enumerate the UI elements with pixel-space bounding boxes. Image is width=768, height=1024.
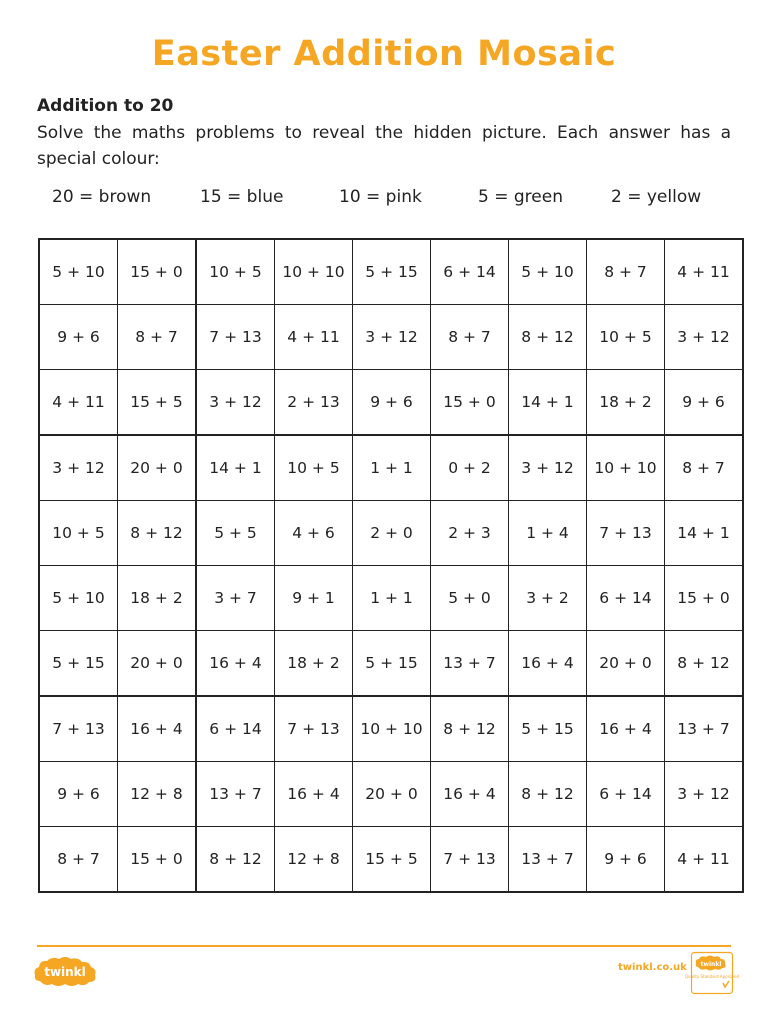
colour-key <box>37 187 731 213</box>
grid-cell: 10 + 5 <box>275 435 353 501</box>
grid-cell: 5 + 15 <box>353 239 431 305</box>
quality-badge <box>684 951 740 995</box>
grid-cell: 10 + 10 <box>587 435 665 501</box>
grid-row <box>39 631 743 697</box>
grid-cell: 16 + 4 <box>196 631 275 697</box>
grid-cell: 15 + 0 <box>431 370 509 436</box>
key-item-green: 5 = green <box>478 187 563 207</box>
grid-cell: 16 + 4 <box>118 696 197 762</box>
grid-cell: 8 + 7 <box>665 435 744 501</box>
grid-cell: 13 + 7 <box>509 827 587 893</box>
grid-cell: 4 + 11 <box>665 239 744 305</box>
grid-cell: 10 + 5 <box>196 239 275 305</box>
logo-text: twinkl <box>44 965 86 979</box>
grid-cell: 10 + 5 <box>587 305 665 370</box>
grid-cell: 8 + 12 <box>196 827 275 893</box>
grid-row <box>39 435 743 501</box>
instructions: Solve the maths problems to reveal the hidden picture. Each answer has a special colour: <box>37 123 731 169</box>
page-title: Easter Addition Mosaic <box>151 34 617 74</box>
grid-cell: 12 + 8 <box>118 762 197 827</box>
footer-divider <box>37 945 731 947</box>
grid-cell: 2 + 3 <box>431 501 509 566</box>
grid-cell: 9 + 6 <box>587 827 665 893</box>
mosaic-grid <box>38 238 744 893</box>
grid-cell: 9 + 6 <box>665 370 744 436</box>
grid-cell: 16 + 4 <box>587 696 665 762</box>
grid-cell: 5 + 10 <box>39 239 118 305</box>
grid-cell: 1 + 1 <box>353 435 431 501</box>
grid-cell: 6 + 14 <box>587 566 665 631</box>
grid-cell: 3 + 12 <box>196 370 275 436</box>
grid-cell: 9 + 1 <box>275 566 353 631</box>
grid-cell: 15 + 5 <box>118 370 197 436</box>
grid-cell: 3 + 12 <box>39 435 118 501</box>
grid-row <box>39 501 743 566</box>
grid-cell: 15 + 0 <box>118 239 197 305</box>
grid-cell: 2 + 13 <box>275 370 353 436</box>
grid-cell: 0 + 2 <box>431 435 509 501</box>
grid-cell: 7 + 13 <box>275 696 353 762</box>
grid-cell: 14 + 1 <box>665 501 744 566</box>
grid-cell: 13 + 7 <box>665 696 744 762</box>
grid-cell: 9 + 6 <box>39 305 118 370</box>
grid-cell: 14 + 1 <box>509 370 587 436</box>
grid-cell: 4 + 6 <box>275 501 353 566</box>
grid-cell: 12 + 8 <box>275 827 353 893</box>
grid-cell: 1 + 4 <box>509 501 587 566</box>
grid-cell: 5 + 5 <box>196 501 275 566</box>
badge-text: Quality Standard Approved <box>684 974 740 979</box>
grid-row <box>39 239 743 305</box>
grid-cell: 3 + 12 <box>353 305 431 370</box>
grid-cell: 2 + 0 <box>353 501 431 566</box>
grid-cell: 5 + 15 <box>353 631 431 697</box>
grid-cell: 8 + 12 <box>665 631 744 697</box>
grid-cell: 8 + 12 <box>118 501 197 566</box>
twinkl-logo <box>32 955 100 989</box>
grid-cell: 7 + 13 <box>39 696 118 762</box>
grid-cell: 6 + 14 <box>431 239 509 305</box>
grid-cell: 16 + 4 <box>431 762 509 827</box>
grid-cell: 16 + 4 <box>275 762 353 827</box>
grid-cell: 6 + 14 <box>196 696 275 762</box>
grid-cell: 8 + 7 <box>431 305 509 370</box>
grid-row <box>39 696 743 762</box>
grid-cell: 8 + 12 <box>509 305 587 370</box>
grid-cell: 16 + 4 <box>509 631 587 697</box>
grid-cell: 10 + 10 <box>353 696 431 762</box>
grid-cell: 15 + 5 <box>353 827 431 893</box>
grid-cell: 9 + 6 <box>39 762 118 827</box>
grid-cell: 10 + 5 <box>39 501 118 566</box>
subtitle: Addition to 20 <box>37 96 174 116</box>
key-item-brown: 20 = brown <box>52 187 152 207</box>
grid-cell: 8 + 7 <box>39 827 118 893</box>
grid-cell: 4 + 11 <box>39 370 118 436</box>
grid-cell: 5 + 10 <box>509 239 587 305</box>
grid-cell: 13 + 7 <box>196 762 275 827</box>
grid-cell: 20 + 0 <box>118 435 197 501</box>
grid-cell: 14 + 1 <box>196 435 275 501</box>
grid-row <box>39 305 743 370</box>
grid-cell: 5 + 10 <box>39 566 118 631</box>
grid-cell: 9 + 6 <box>353 370 431 436</box>
grid-cell: 3 + 12 <box>665 762 744 827</box>
grid-cell: 1 + 1 <box>353 566 431 631</box>
grid-cell: 15 + 0 <box>665 566 744 631</box>
grid-cell: 3 + 12 <box>509 435 587 501</box>
site-url: twinkl.co.uk <box>618 962 687 973</box>
badge-logo-text: twinkl <box>700 961 722 968</box>
grid-cell: 20 + 0 <box>118 631 197 697</box>
key-item-pink: 10 = pink <box>339 187 422 207</box>
grid-cell: 8 + 12 <box>509 762 587 827</box>
grid-cell: 10 + 10 <box>275 239 353 305</box>
grid-cell: 5 + 15 <box>39 631 118 697</box>
grid-cell: 6 + 14 <box>587 762 665 827</box>
key-item-yellow: 2 = yellow <box>611 187 702 207</box>
grid-cell: 3 + 12 <box>665 305 744 370</box>
grid-cell: 8 + 12 <box>431 696 509 762</box>
grid-cell: 3 + 2 <box>509 566 587 631</box>
grid-cell: 8 + 7 <box>118 305 197 370</box>
grid-cell: 4 + 11 <box>665 827 744 893</box>
grid-cell: 7 + 13 <box>196 305 275 370</box>
grid-row <box>39 370 743 436</box>
grid-cell: 8 + 7 <box>587 239 665 305</box>
grid-row <box>39 566 743 631</box>
grid-cell: 18 + 2 <box>587 370 665 436</box>
grid-cell: 20 + 0 <box>587 631 665 697</box>
key-item-blue: 15 = blue <box>200 187 284 207</box>
grid-cell: 5 + 15 <box>509 696 587 762</box>
grid-cell: 7 + 13 <box>431 827 509 893</box>
grid-cell: 18 + 2 <box>275 631 353 697</box>
grid-cell: 4 + 11 <box>275 305 353 370</box>
grid-row <box>39 827 743 893</box>
grid-cell: 7 + 13 <box>587 501 665 566</box>
grid-cell: 20 + 0 <box>353 762 431 827</box>
grid-cell: 18 + 2 <box>118 566 197 631</box>
grid-cell: 3 + 7 <box>196 566 275 631</box>
grid-row <box>39 762 743 827</box>
grid-cell: 15 + 0 <box>118 827 197 893</box>
grid-cell: 5 + 0 <box>431 566 509 631</box>
grid-cell: 13 + 7 <box>431 631 509 697</box>
